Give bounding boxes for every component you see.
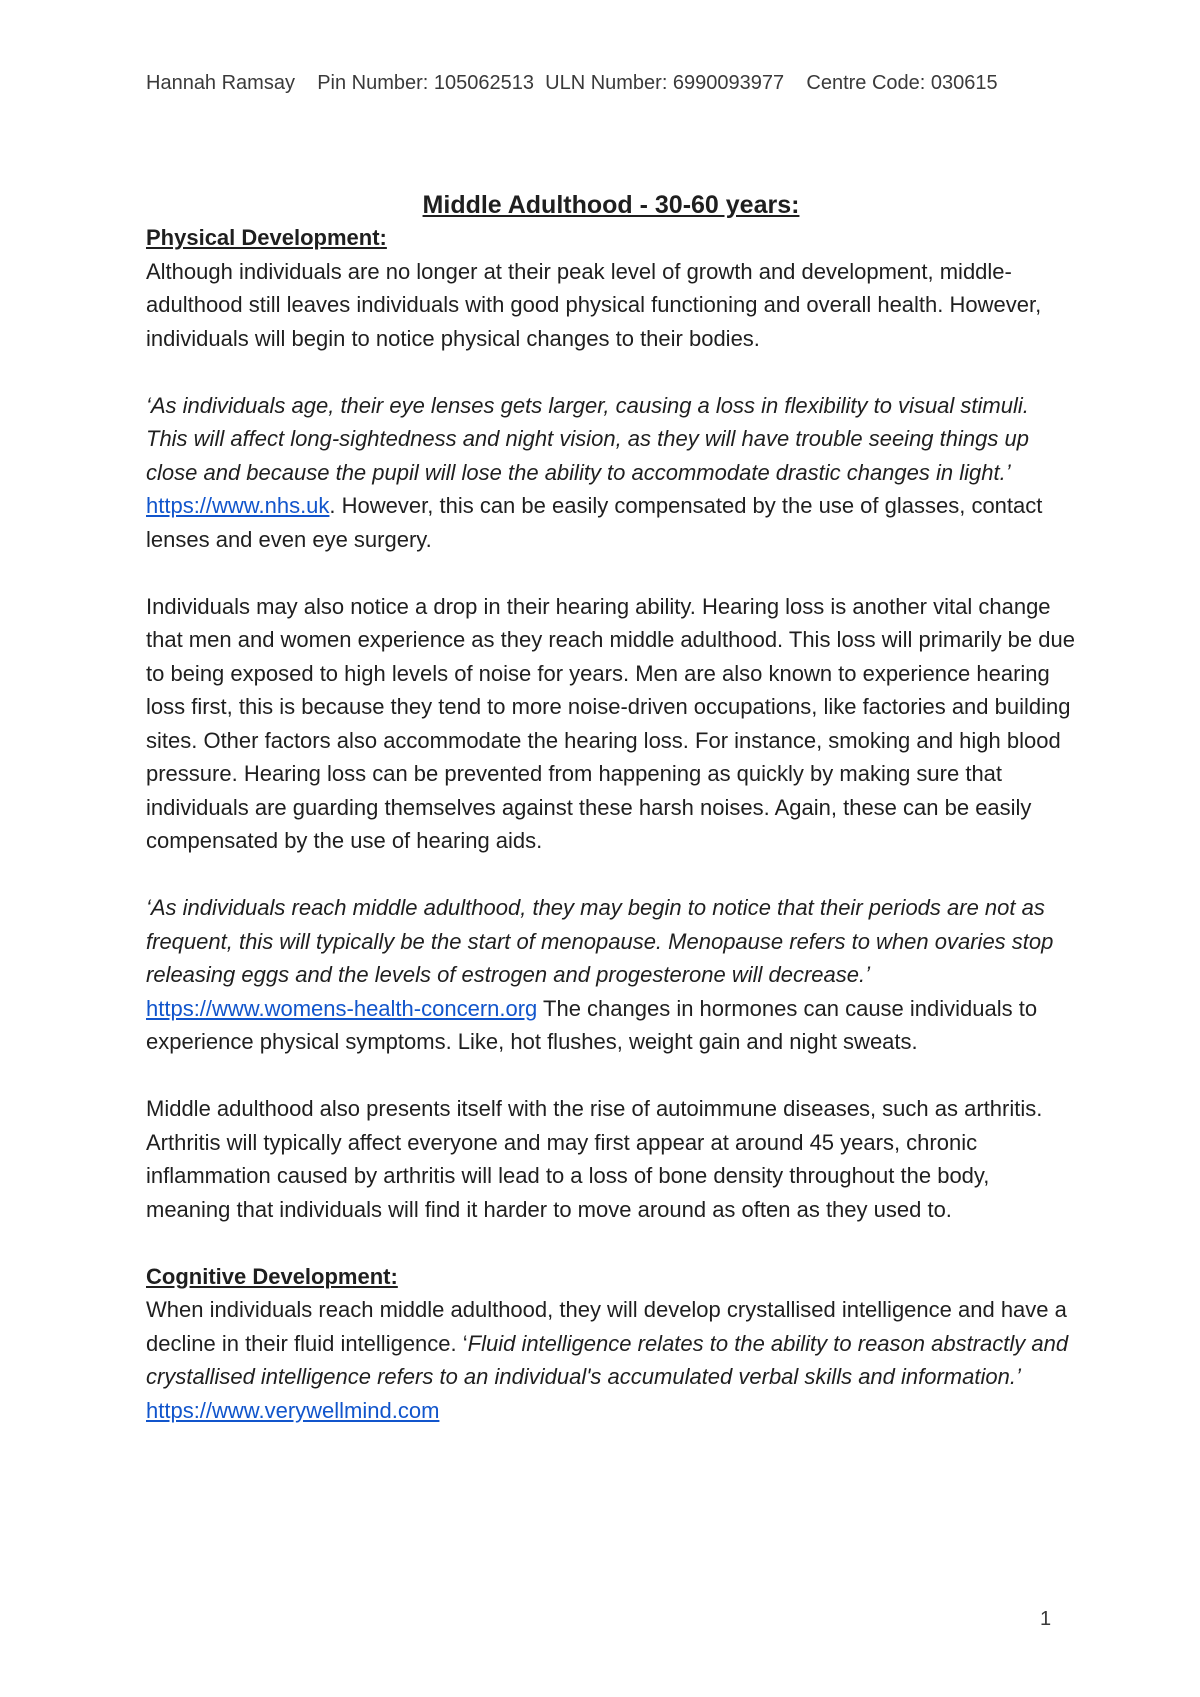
physical-paragraph-2-rest: . However, this can be easily compensated by the use of glasses, contact lenses and even eye surgery. <box>146 493 1043 552</box>
eye-lens-quote: ‘As individuals age, their eye lenses gets larger, causing a loss in flexibility to visual stimuli. This will affect long-sightedness and night vision, as they will have trouble seeing things up close and because the pupil will lose the ability to accommodate drastic changes in light.’ <box>146 392 1029 485</box>
physical-paragraph-3: Individuals may also notice a drop in their hearing ability. Hearing loss is another vital change that men and women experience as they reach middle adulthood. This loss will primarily be due to being exposed to high levels of noise for years. Men are also known to experience hearing loss first, this is because they tend to more noise-driven occupations, like factories and building sites. Other factors also accommodate the hearing loss. For instance, smoking and high blood pressure. Hearing loss can be prevented from happening as quickly by making sure that individuals are guarding themselves against these harsh noises. Again, these can be easily compensated by the use of hearing aids. <box>146 593 1075 853</box>
document-body <box>146 187 1076 1427</box>
physical-paragraph-4 <box>146 891 1076 1059</box>
nhs-link[interactable]: https://www.nhs.uk <box>146 493 330 518</box>
paragraph-spacer <box>146 1226 1076 1260</box>
physical-paragraph-1: Although individuals are no longer at their peak level of growth and development, middle-adulthood still leaves individuals with good physical functioning and overall health. However, individuals will begin to notice physical changes to their bodies. <box>146 258 1042 351</box>
page-number: 1 <box>1040 1608 1052 1630</box>
cognitive-development-heading: Cognitive Development: <box>146 1263 398 1289</box>
cognitive-paragraph-1 <box>146 1293 1076 1427</box>
paragraph-spacer <box>146 355 1076 389</box>
cognitive-paragraph-1-intro: When individuals reach middle adulthood, they will develop crystallised intelligence and have a decline in their fluid intelligence. ‘ <box>146 1297 1067 1356</box>
intelligence-quote: Fluid intelligence relates to the ability to reason abstractly and crystallised intelligence refers to an individual's accumulated verbal skills and information.’ <box>146 1330 1069 1389</box>
menopause-quote: ‘As individuals reach middle adulthood, they may begin to notice that their periods are not as frequent, this will typically be the start of menopause. Menopause refers to when ovaries stop releasing eggs and the levels of estrogen and progesterone will decrease.’ <box>146 895 1054 987</box>
page-header: Hannah Ramsay Pin Number: 105062513 ULN Number: 6990093977 Centre Code: 030615 <box>146 72 998 94</box>
verywellmind-link[interactable]: https://www.verywellmind.com <box>146 1397 440 1423</box>
physical-paragraph-2 <box>146 389 1076 557</box>
paragraph-spacer <box>146 858 1076 892</box>
physical-development-heading: Physical Development: <box>146 225 387 250</box>
document-title: Middle Adulthood - 30-60 years: <box>422 191 800 219</box>
physical-paragraph-5: Middle adulthood also presents itself with the rise of autoimmune diseases, such as arthritis. Arthritis will typically affect everyone and may first appear at around 45 years, chronic inflammation caused by arthritis will lead to a loss of bone density throughout the body, meaning that individuals will find it harder to move around as often as they used to. <box>146 1096 1043 1222</box>
paragraph-spacer <box>146 1059 1076 1093</box>
physical-paragraph-4-rest: The changes in hormones can cause individuals to experience physical symptoms. Like, hot flushes, weight gain and night sweats. <box>146 995 1038 1054</box>
womens-health-concern-link[interactable]: https://www.womens-health-concern.org <box>146 995 538 1021</box>
paragraph-spacer <box>146 556 1076 590</box>
